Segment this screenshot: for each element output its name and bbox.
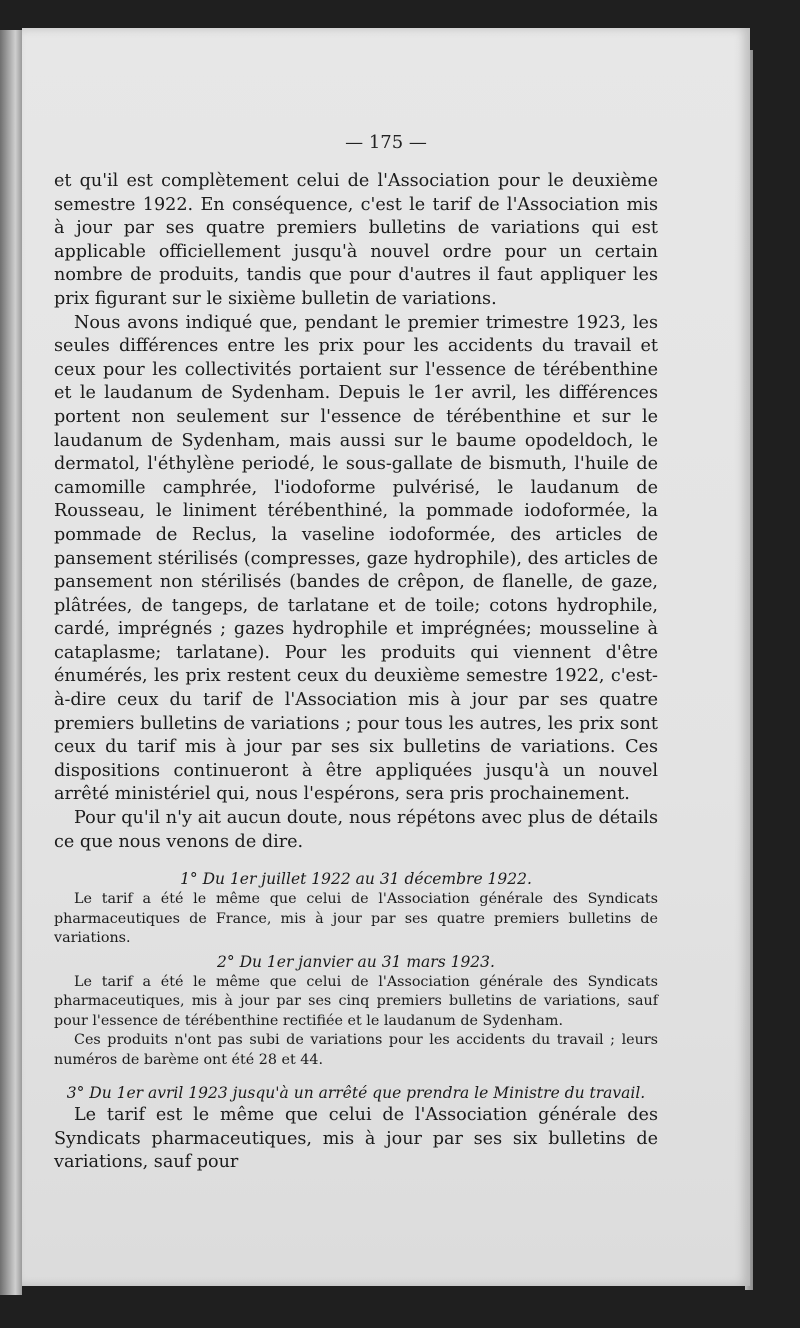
paragraph-1: et qu'il est complètement celui de l'Association pour le deuxième semestre 1922. En conséquence, c'est le tarif de l'Association mis à jour par ses quatre premiers bulletins de variations qui est applicable officiellement jusqu'à nouvel ordre pour un certain nombre de produits, tandis que pour d'autres il faut appliquer les prix figurant sur le sixième bulletin de variations.	[54, 171, 658, 309]
section-1-paragraph-1: Le tarif a été le même que celui de l'Association générale des Syndicats pharmaceutiques de France, mis à jour par ses quatre premiers bulletins de variations.	[54, 891, 658, 947]
paragraph-3: Pour qu'il n'y ait aucun doute, nous répétons avec plus de détails ce que nous venons de dire.	[54, 808, 658, 852]
section-heading-1: 1° Du 1er juillet 1922 au 31 décembre 1922.	[180, 870, 532, 889]
page-number: — 175 —	[345, 132, 427, 153]
document-page	[22, 28, 750, 1286]
page-body	[54, 170, 658, 1175]
section-heading-2: 2° Du 1er janvier au 31 mars 1923.	[217, 952, 495, 971]
previous-page-edge	[0, 30, 22, 1295]
section-2-paragraph-2: Ces produits n'ont pas subi de variations pour les accidents du travail ; leurs numéros de barème ont été 28 et 44.	[54, 1032, 658, 1068]
paragraph-2: Nous avons indiqué que, pendant le premier trimestre 1923, les seules différences entre les prix pour les accidents du travail et ceux pour les collectivités portaient sur l'essence de térébenthine et le laudanum de Sydenham. Depuis le 1er avril, les différences portent non seulement sur l'essence de térébenthine et sur le laudanum de Sydenham, mais aussi sur le baume opodeldoch, le dermatol, l'éthylène periodé, le sous-gallate de bismuth, l'huile de camomille camphrée, l'iodoforme pulvérisé, le laudanum de Rousseau, le liniment térébenthiné, la pommade iodoformée, la pommade de Reclus, la vaseline iodoformée, des articles de pansement stérilisés (compresses, gaze hydrophile), des articles de pansement non stérilisés (bandes de crêpon, de flanelle, de gaze, plâtrées, de tangeps, de tarlatane et de toile; cotons hydrophile, cardé, imprégnés ; gazes hydrophile et imprégnées; mousseline à cataplasme; tarlatane). Pour les produits qui viennent d'être énumérés, les prix restent ceux du deuxième semestre 1922, c'est-à-dire ceux du tarif de l'Association mis à jour par ses quatre premiers bulletins de variations ; pour tous les autres, les prix sont ceux du tarif mis à jour par ses six bulletins de variations. Ces dispositions continueront à être appliquées jusqu'à un nouvel arrêté ministériel qui, nous l'espérons, sera pris prochainement.	[54, 312, 658, 805]
section-2-paragraph-1: Le tarif a été le même que celui de l'Association générale des Syndicats pharmaceutiques, mis à jour par ses cinq premiers bulletins de variations, sauf pour l'essence de térébenthine rectifiée et le laudanum de Sydenham.	[54, 973, 658, 1029]
section-3-paragraph-1: Le tarif est le même que celui de l'Association générale des Syndicats pharmaceutiques, mis à jour par ses six bulletins de variations, sauf pour	[54, 1105, 658, 1173]
section-heading-3: 3° Du 1er avril 1923 jusqu'à un arrêté que prendra le Ministre du travail.	[66, 1084, 646, 1103]
